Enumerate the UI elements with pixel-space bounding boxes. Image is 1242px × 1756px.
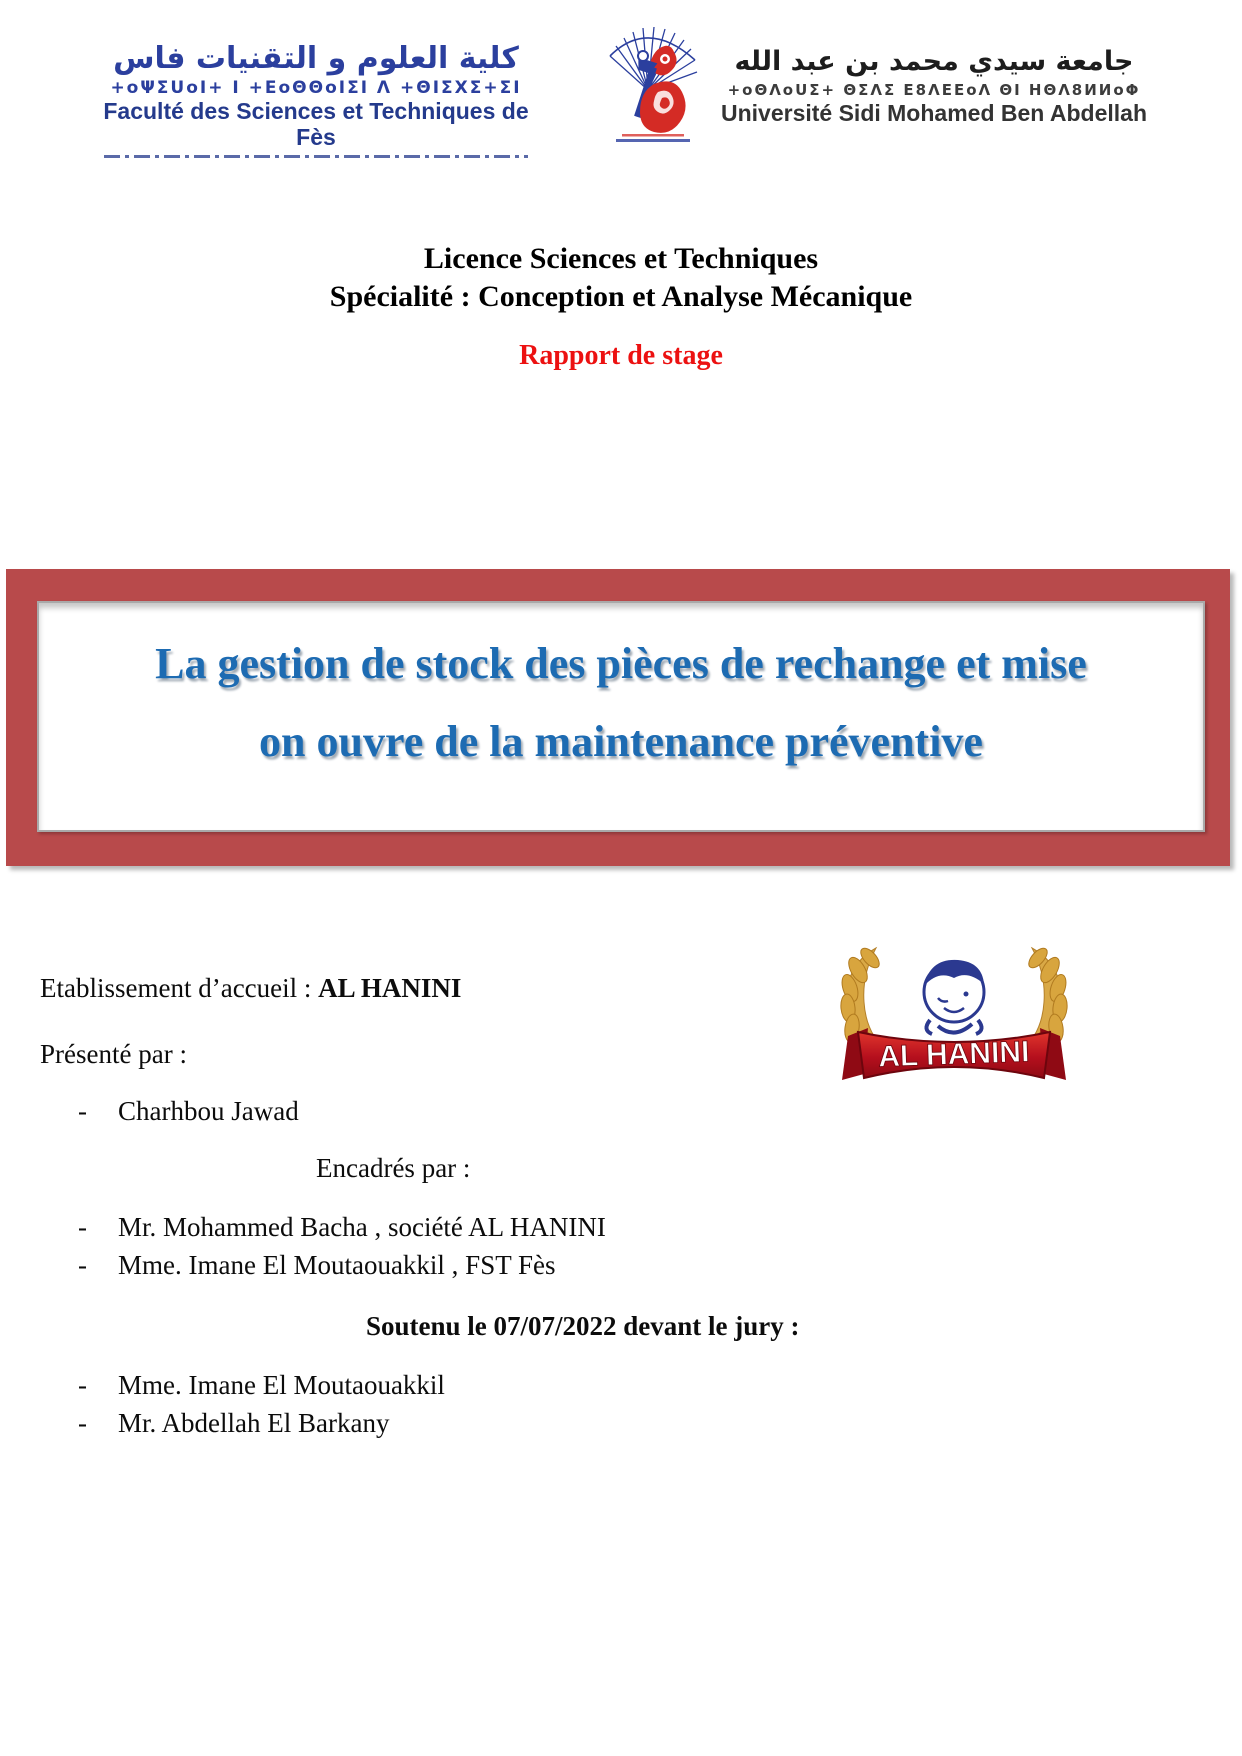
dash-bullet: - (78, 1250, 87, 1280)
company-logo-text: AL HANINI (877, 1035, 1030, 1074)
dash-bullet: - (78, 1212, 87, 1242)
program-degree: Licence Sciences et Techniques (423, 242, 819, 275)
university-name-arabic: جامعة سيدي محمد بن عبد الله (734, 46, 1134, 77)
list-item-supervisor-2 (78, 1250, 555, 1281)
jury-member-name: Mr. Abdellah El Barkany (118, 1408, 390, 1438)
supervisor-name: Mr. Mohammed Bacha , société AL HANINI (118, 1212, 606, 1242)
list-item-jury-1 (78, 1370, 445, 1401)
university-name-tifinagh: +oΘΛoUΣ+ ΘΣΛΣ Ε8ΛΕΕoΛ ΘΙ ΗΘΛ8ИИoΦ (727, 81, 1141, 99)
supervised-by-label: Encadrés par : (316, 1153, 471, 1183)
faculty-header-block (96, 42, 536, 158)
host-name: AL HANINI (318, 973, 462, 1003)
company-logo (818, 940, 1090, 1098)
presented-by-label: Présenté par : (40, 1039, 187, 1069)
jury-member-name: Mme. Imane El Moutaouakkil (118, 1370, 445, 1400)
title-box (37, 601, 1205, 832)
faculty-name-tifinagh: +oΨΣUoI+ I +ΕoΘΘoIΣI Λ +ΘIΣΧΣ+ΣI (110, 78, 522, 98)
program-speciality: Spécialité : Conception et Analyse Mécanique (329, 280, 913, 313)
list-item-supervisor-1 (78, 1212, 606, 1243)
report-title-line1: La gestion de stock des pièces de rechange et mise (155, 639, 1087, 688)
title-banner (6, 569, 1230, 866)
faculty-name-french: Faculté des Sciences et Techniques de Fès (103, 98, 529, 150)
university-name-french: Université Sidi Mohamed Ben Abdellah (720, 100, 1147, 126)
report-title-line2: on ouvre de la maintenance préventive (259, 717, 983, 766)
university-header-block (664, 46, 1204, 127)
program-block (0, 240, 1242, 372)
list-item-jury-2 (78, 1408, 389, 1439)
dash-bullet: - (78, 1096, 87, 1126)
dash-bullet: - (78, 1370, 87, 1400)
al-hanini-logo-icon (818, 940, 1090, 1098)
defense-date-label: Soutenu le 07/07/2022 devant le jury : (366, 1311, 800, 1341)
header-dash-divider (104, 155, 528, 158)
host-establishment-line (40, 972, 461, 1004)
dash-bullet: - (78, 1408, 87, 1438)
report-type-label: Rapport de stage (519, 340, 723, 371)
supervisor-name: Mme. Imane El Moutaouakkil , FST Fès (118, 1250, 556, 1280)
faculty-name-arabic: كلية العلوم و التقنيات فاس (113, 41, 519, 76)
presented-name: Charhbou Jawad (118, 1096, 299, 1126)
host-label: Etablissement d’accueil : (40, 973, 319, 1003)
list-item-presented-1 (78, 1096, 299, 1127)
